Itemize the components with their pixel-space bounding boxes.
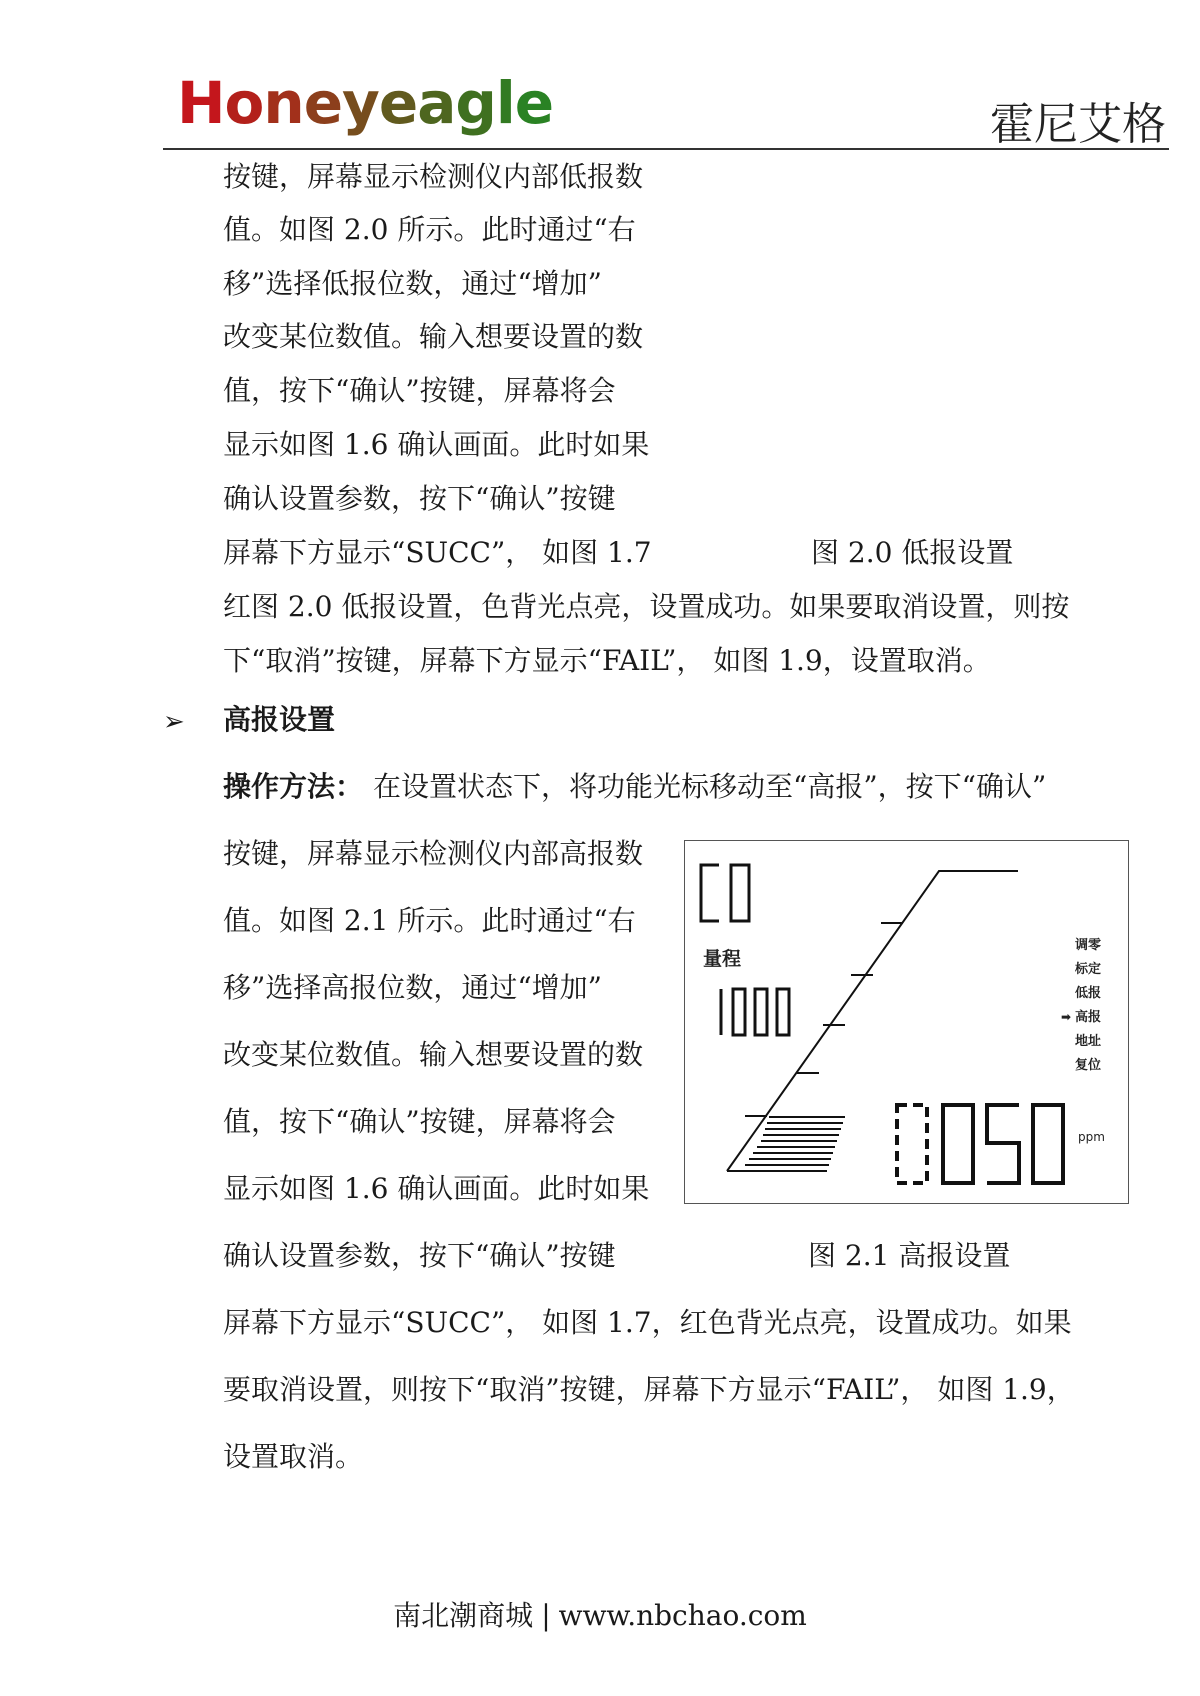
- logo-letter: e: [514, 69, 554, 137]
- menu-item-low-alarm: 低报: [1075, 986, 1102, 1001]
- body-line: 要取消设置，则按下“取消”按键，屏幕下方显示“FAIL”， 如图 1.9，: [223, 1373, 1075, 1406]
- body-line: 值，按下“确认”按键，屏幕将会: [223, 374, 616, 407]
- menu-item-reset: 复位: [1075, 1058, 1102, 1073]
- gas-segment-display: [701, 865, 749, 921]
- body-line: 值。如图 2.1 所示。此时通过“右: [223, 904, 636, 937]
- footer-separator: |: [541, 1599, 551, 1632]
- logo-letter: n: [263, 69, 304, 137]
- footer-url: www.nbchao.com: [558, 1599, 807, 1632]
- body-line: 值，按下“确认”按键，屏幕将会: [223, 1105, 616, 1138]
- cursor-arrow-icon: ➡: [1061, 1010, 1072, 1024]
- body-line: 屏幕下方显示“SUCC”， 如图 1.7，红色背光点亮，设置成功。如果: [223, 1306, 1072, 1339]
- method-label: 操作方法：: [223, 770, 364, 803]
- figure-caption-2-1: 图 2.1 高报设置: [808, 1239, 1011, 1272]
- section-heading: 高报设置: [223, 703, 336, 736]
- honeyeagle-logo: [177, 69, 554, 137]
- body-line: 显示如图 1.6 确认画面。此时如果: [223, 428, 650, 461]
- body-line: 红图 2.0 低报设置，色背光点亮，设置成功。如果要取消设置，则按: [223, 590, 1070, 623]
- range-segment-display: [721, 989, 789, 1035]
- logo-letter: e: [303, 69, 343, 137]
- body-line: 改变某位数值。输入想要设置的数: [223, 320, 644, 353]
- lcd-figure: [684, 840, 1129, 1204]
- body-line: 移”选择低报位数，通过“增加”: [223, 267, 602, 300]
- body-line: 设置取消。: [223, 1440, 364, 1473]
- bullet-arrow-icon: ➢: [163, 707, 185, 737]
- body-line: 按键，屏幕显示检测仪内部高报数: [223, 837, 644, 870]
- body-line: 确认设置参数，按下“确认”按键: [223, 1239, 616, 1272]
- logo-letter: e: [378, 69, 418, 137]
- unit-label: ppm: [1078, 1130, 1105, 1144]
- menu-item-high-alarm: 高报: [1075, 1010, 1102, 1025]
- brand-name-cn: 霍尼艾格: [990, 99, 1166, 150]
- page-footer: [0, 1594, 1200, 1634]
- figure-caption-2-0: 图 2.0 低报设置: [811, 536, 1014, 569]
- body-line: 值。如图 2.0 所示。此时通过“右: [223, 213, 636, 246]
- body-line: 显示如图 1.6 确认画面。此时如果: [223, 1172, 650, 1205]
- logo-letter: g: [455, 69, 496, 137]
- logo-letter: o: [224, 69, 264, 137]
- body-line: 屏幕下方显示“SUCC”， 如图 1.7: [223, 536, 652, 569]
- menu-item-zero: 调零: [1075, 938, 1102, 953]
- logo-letter: l: [495, 69, 515, 137]
- body-line: 在设置状态下，将功能光标移动至“高报”，按下“确认”: [373, 770, 1047, 803]
- menu-item-address: 地址: [1075, 1034, 1102, 1049]
- logo-letter: y: [342, 69, 379, 137]
- logo-letter: H: [177, 69, 225, 137]
- menu-item-calibrate: 标定: [1075, 962, 1102, 977]
- logo-letter: a: [417, 69, 456, 137]
- range-label: 量程: [703, 948, 742, 970]
- body-line: 按键，屏幕显示检测仪内部低报数: [223, 160, 644, 193]
- body-line: 移”选择高报位数，通过“增加”: [223, 971, 602, 1004]
- body-line: 确认设置参数，按下“确认”按键: [223, 482, 616, 515]
- body-line: 改变某位数值。输入想要设置的数: [223, 1038, 644, 1071]
- footer-site-name: 南北潮商城: [393, 1599, 534, 1632]
- body-line: 下“取消”按键，屏幕下方显示“FAIL”， 如图 1.9，设置取消。: [223, 644, 991, 677]
- header-divider: [163, 148, 1169, 150]
- reading-segment-display: [897, 1105, 1063, 1183]
